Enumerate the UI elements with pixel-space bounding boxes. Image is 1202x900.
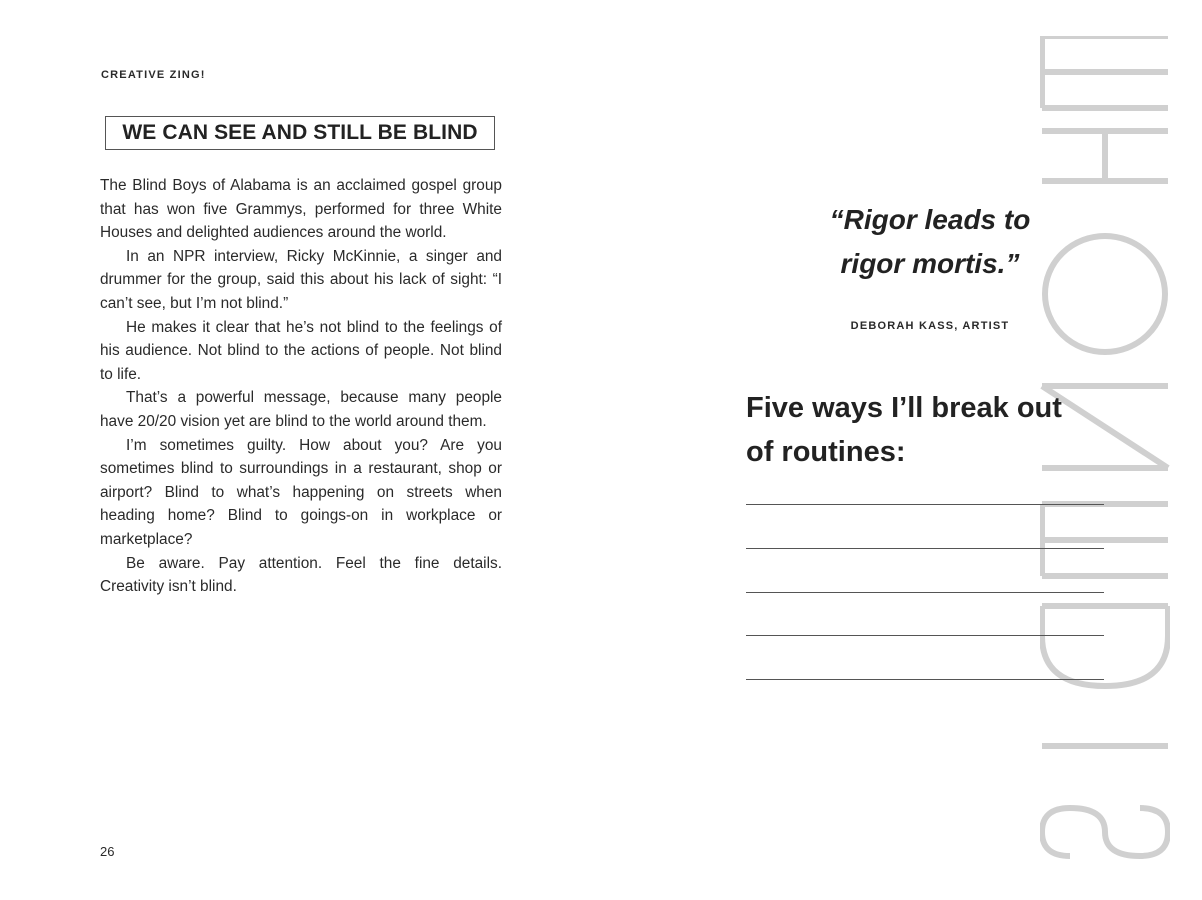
body-text — [100, 174, 502, 599]
section-title: WE CAN SEE AND STILL BE BLIND — [122, 121, 478, 144]
pull-quote — [780, 198, 1080, 286]
writing-line[interactable] — [746, 679, 1104, 680]
quote-attribution: DEBORAH KASS, ARTIST — [850, 320, 1010, 332]
letter-s — [1042, 808, 1168, 856]
writing-line[interactable] — [746, 548, 1104, 549]
writing-line[interactable] — [746, 635, 1104, 636]
journal-prompt — [746, 386, 1106, 474]
quote-line-1: “Rigor leads to — [829, 204, 1031, 235]
paragraph: In an NPR interview, Ricky McKinnie, a singer and drummer for the group, said this about his lack of sight: “I can’t see, but I’m not blind.” — [100, 247, 502, 312]
paragraph: He makes it clear that he’s not blind to the feelings of his audience. Not blind to the actions of people. Not blind to life. — [100, 318, 502, 383]
page-number: 26 — [100, 844, 115, 859]
paragraph: That’s a powerful message, because many people have 20/20 vision yet are blind to the world around them. — [100, 389, 502, 430]
writing-line[interactable] — [746, 592, 1104, 593]
letter-t — [1042, 131, 1168, 181]
paragraph: I’m sometimes guilty. How about you? Are you sometimes blind to surroundings in a restaurant, shop or airport? Blind to what’s happening on streets when heading home? Blind to goings-on in workplace or marketplace? — [100, 436, 502, 548]
writing-line[interactable] — [746, 504, 1104, 505]
paragraph: Be aware. Pay attention. Feel the fine details. Creativity isn’t blind. — [100, 554, 502, 596]
letter-e-top — [1042, 36, 1168, 108]
quote-line-2: rigor mortis.” — [840, 248, 1020, 279]
prompt-line-1: Five ways I’ll break out — [746, 392, 1062, 424]
section-title-box — [105, 116, 495, 150]
running-head: CREATIVE ZING! — [101, 69, 206, 81]
letter-e-mid — [1042, 504, 1168, 576]
letter-d — [1042, 606, 1168, 686]
paragraph: The Blind Boys of Alabama is an acclaimed gospel group that has won five Grammys, performed for three White Houses and delighted audiences around the world. — [100, 177, 502, 242]
prompt-line-2: of routines: — [746, 436, 906, 468]
